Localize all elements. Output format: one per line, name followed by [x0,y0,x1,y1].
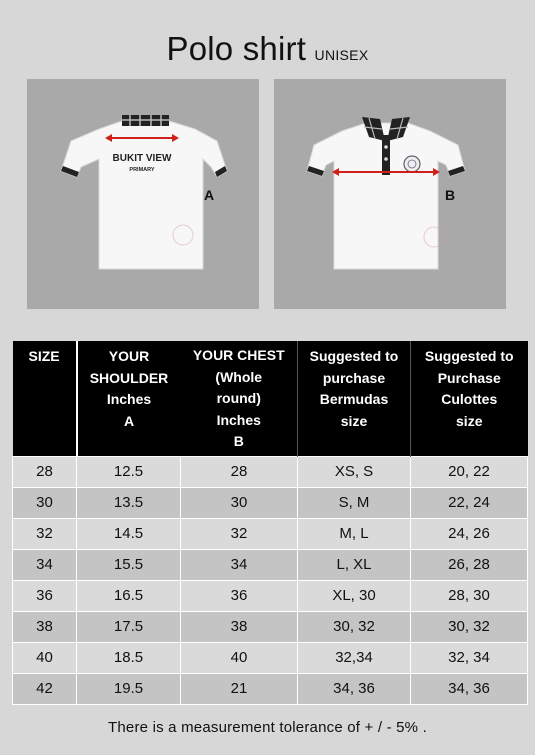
page-title: Polo shirt [166,30,307,67]
chest-cell: 34 [181,549,298,580]
bermudas-cell: L, XL [298,549,411,580]
shoulder-cell: 18.5 [77,642,181,673]
table-row [13,487,528,518]
culottes-cell: 30, 32 [411,611,528,642]
table-row [13,673,528,704]
page-title-block [0,30,535,68]
chest-cell: 28 [181,456,298,487]
bermudas-cell: M, L [298,518,411,549]
bermudas-cell: XL, 30 [298,580,411,611]
culottes-cell: 24, 26 [411,518,528,549]
size-cell: 34 [13,549,77,580]
size-cell: 38 [13,611,77,642]
chest-cell: 38 [181,611,298,642]
shirt-front-illustration [274,79,506,309]
culottes-cell: 22, 24 [411,487,528,518]
measure-label-a: A [204,187,215,203]
table-row [13,549,528,580]
culottes-cell: 20, 22 [411,456,528,487]
bermudas-cell: XS, S [298,456,411,487]
tolerance-note: There is a measurement tolerance of + / - 5% . [108,719,427,736]
culottes-cell: 26, 28 [411,549,528,580]
shoulder-cell: 15.5 [77,549,181,580]
header-bermudas: Suggested to purchase Bermudas size [298,341,411,456]
placket [382,135,390,175]
shoulder-cell: 19.5 [77,673,181,704]
table-row [13,456,528,487]
table-row [13,518,528,549]
table-row [13,642,528,673]
size-chart-table [12,341,528,705]
measure-label-b: B [445,187,456,203]
school-crest-icon [404,156,420,172]
back-print-school-type: PRIMARY [129,167,155,173]
shoulder-cell: 13.5 [77,487,181,518]
size-cell: 32 [13,518,77,549]
chest-cell: 30 [181,487,298,518]
back-print-school-name: BUKIT VIEW [112,153,172,164]
shoulder-cell: 14.5 [77,518,181,549]
table-row [13,611,528,642]
chest-cell: 32 [181,518,298,549]
header-chest: YOUR CHEST (Whole round) Inches B [181,341,298,456]
bermudas-cell: S, M [298,487,411,518]
table-row [13,580,528,611]
chest-cell: 36 [181,580,298,611]
shirt-front-photo [274,79,506,309]
chest-cell: 21 [181,673,298,704]
bermudas-cell: 34, 36 [298,673,411,704]
chest-cell: 40 [181,642,298,673]
size-cell: 28 [13,456,77,487]
size-cell: 30 [13,487,77,518]
header-culottes: Suggested to Purchase Culottes size [411,341,528,456]
bermudas-cell: 32,34 [298,642,411,673]
bermudas-cell: 30, 32 [298,611,411,642]
header-shoulder: YOUR SHOULDER Inches A [77,341,181,456]
culottes-cell: 28, 30 [411,580,528,611]
page-subtitle: UNISEX [314,47,369,63]
culottes-cell: 34, 36 [411,673,528,704]
culottes-cell: 32, 34 [411,642,528,673]
shoulder-cell: 12.5 [77,456,181,487]
shirt-back-photo [27,79,259,309]
shoulder-cell: 17.5 [77,611,181,642]
size-cell: 36 [13,580,77,611]
size-cell: 40 [13,642,77,673]
shoulder-cell: 16.5 [77,580,181,611]
size-cell: 42 [13,673,77,704]
shirt-back-illustration [27,79,259,309]
header-size: SIZE [13,341,77,456]
table-header-row [13,341,528,456]
